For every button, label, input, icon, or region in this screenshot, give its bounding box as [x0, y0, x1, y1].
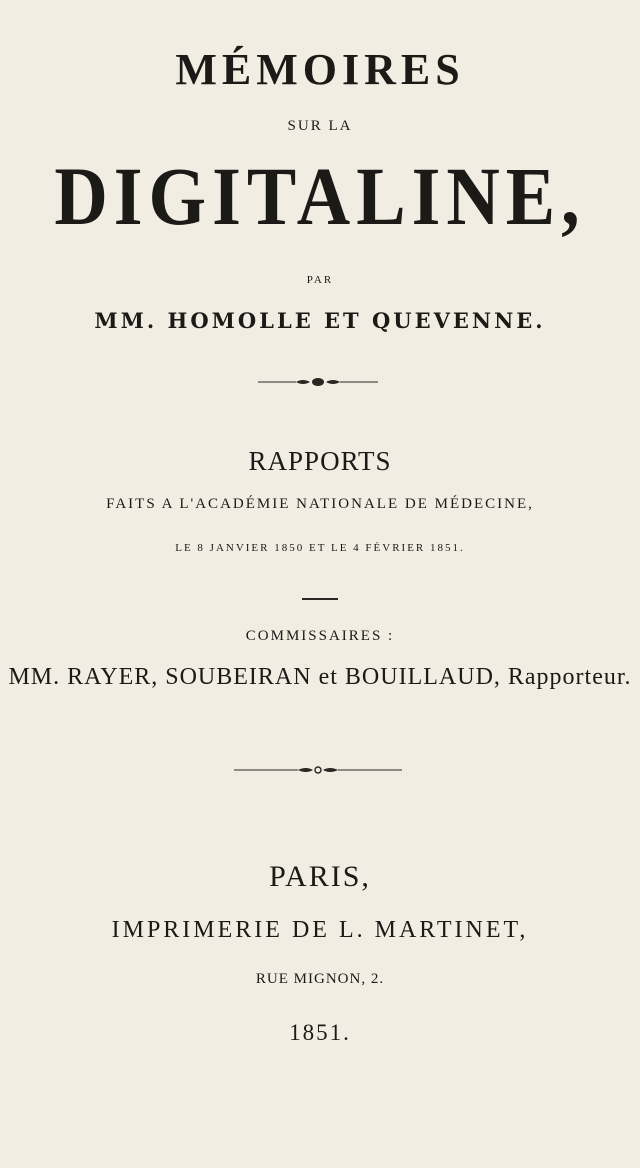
- title-memoires: MÉMOIRES: [175, 45, 465, 94]
- rapports-dates: LE 8 JANVIER 1850 ET LE 4 FÉVRIER 1851.: [175, 542, 465, 554]
- imprint-city: PARIS,: [269, 860, 371, 893]
- commissaires-members: MM. RAYER, SOUBEIRAN et BOUILLAUD, Rapporteur.: [8, 664, 632, 690]
- rapports-heading: RAPPORTS: [248, 446, 392, 476]
- imprint-year: 1851.: [289, 1020, 351, 1045]
- title-digitaline: DIGITALINE,: [54, 151, 586, 243]
- imprint-printer: IMPRIMERIE DE L. MARTINET,: [111, 917, 529, 943]
- byline-authors: MM. HOMOLLE ET QUEVENNE.: [94, 308, 546, 333]
- title-sur-la: SUR LA: [287, 118, 353, 134]
- byline-par: PAR: [306, 274, 334, 286]
- short-rule: [302, 598, 338, 600]
- rapports-academy: FAITS A L'ACADÉMIE NATIONALE DE MÉDECINE,: [106, 496, 534, 512]
- commissaires-label: COMMISSAIRES :: [245, 628, 395, 644]
- ornament-divider-bottom: [0, 762, 640, 778]
- imprint-address: RUE MIGNON, 2.: [255, 971, 385, 987]
- ornament-divider-top: [0, 374, 640, 390]
